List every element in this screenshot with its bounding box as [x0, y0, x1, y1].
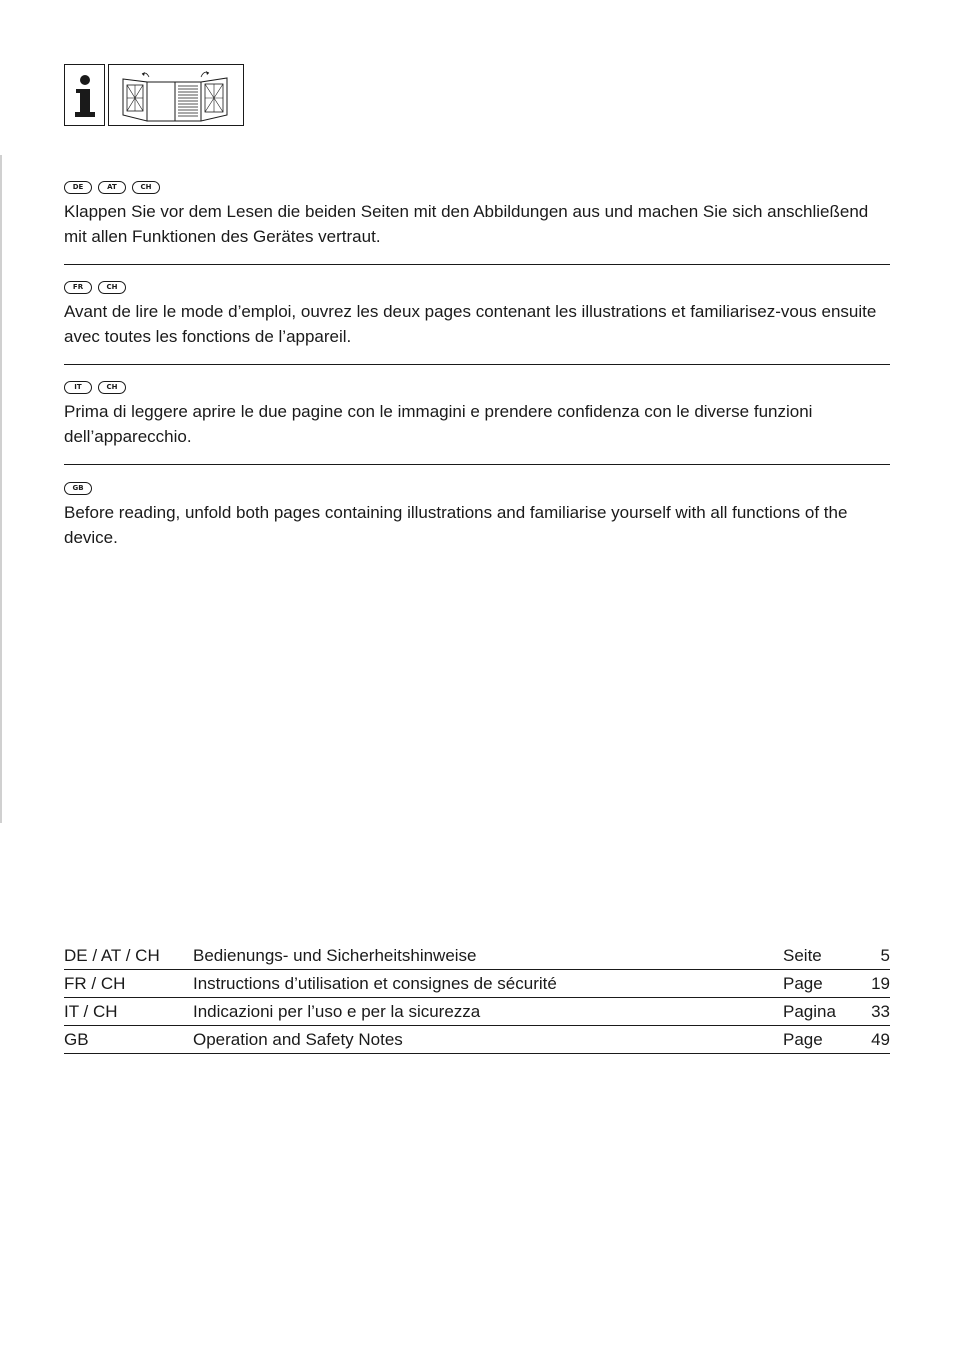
- fold-out-pages-icon: [108, 64, 244, 126]
- toc-language: DE / AT / CH: [64, 942, 193, 970]
- section-text: Prima di leggere aprire le due pagine con le immagini e prendere confidenza con le diverse funzioni dell’apparecchio.: [64, 402, 813, 446]
- divider: [64, 264, 890, 265]
- toc-language: GB: [64, 1026, 193, 1054]
- toc-page-word: Seite: [783, 942, 853, 970]
- country-badge: AT: [98, 181, 126, 194]
- toc-language: IT / CH: [64, 998, 193, 1026]
- divider: [64, 364, 890, 365]
- country-badges: [64, 381, 890, 395]
- country-badge: CH: [98, 381, 126, 394]
- country-badge: CH: [132, 181, 160, 194]
- toc-title: Operation and Safety Notes: [193, 1026, 783, 1054]
- toc-page-number: 5: [853, 942, 890, 970]
- toc-language: FR / CH: [64, 970, 193, 998]
- country-badge: IT: [64, 381, 92, 394]
- table-of-contents: [64, 942, 890, 1054]
- toc-page-word: Page: [783, 1026, 853, 1054]
- country-badge: GB: [64, 482, 92, 495]
- toc-row[interactable]: [64, 1026, 890, 1054]
- section-text: Klappen Sie vor dem Lesen die beiden Seiten mit den Abbildungen aus und machen Sie sich anschließend mit allen Funktionen des Gerätes vertraut.: [64, 202, 869, 246]
- country-badges: [64, 482, 890, 496]
- divider: [64, 464, 890, 465]
- country-badge: FR: [64, 281, 92, 294]
- country-badge: CH: [98, 281, 126, 294]
- toc-page-word: Page: [783, 970, 853, 998]
- toc-title: Indicazioni per l’uso e per la sicurezza: [193, 998, 783, 1026]
- country-badges: [64, 181, 890, 195]
- section-it: [64, 381, 890, 449]
- toc-page-word: Pagina: [783, 998, 853, 1026]
- info-icon: [64, 64, 105, 126]
- section-fr: [64, 281, 890, 349]
- section-text: Avant de lire le mode d’emploi, ouvrez les deux pages contenant les illustrations et familiarisez-vous ensuite avec toutes les fonctions de l’appareil.: [64, 302, 877, 346]
- toc-page-number: 33: [853, 998, 890, 1026]
- toc-title: Bedienungs- und Sicherheitshinweise: [193, 942, 783, 970]
- country-badges: [64, 281, 890, 295]
- toc-row[interactable]: [64, 970, 890, 998]
- country-badge: DE: [64, 181, 92, 194]
- toc-row[interactable]: [64, 998, 890, 1026]
- toc-row[interactable]: [64, 942, 890, 970]
- section-gb: [64, 482, 890, 550]
- section-text: Before reading, unfold both pages containing illustrations and familiarise yourself with all functions of the device.: [64, 503, 848, 547]
- page-edge-shadow: [0, 155, 2, 823]
- toc-title: Instructions d’utilisation et consignes de sécurité: [193, 970, 783, 998]
- toc-page-number: 49: [853, 1026, 890, 1054]
- toc-page-number: 19: [853, 970, 890, 998]
- section-de: [64, 181, 890, 249]
